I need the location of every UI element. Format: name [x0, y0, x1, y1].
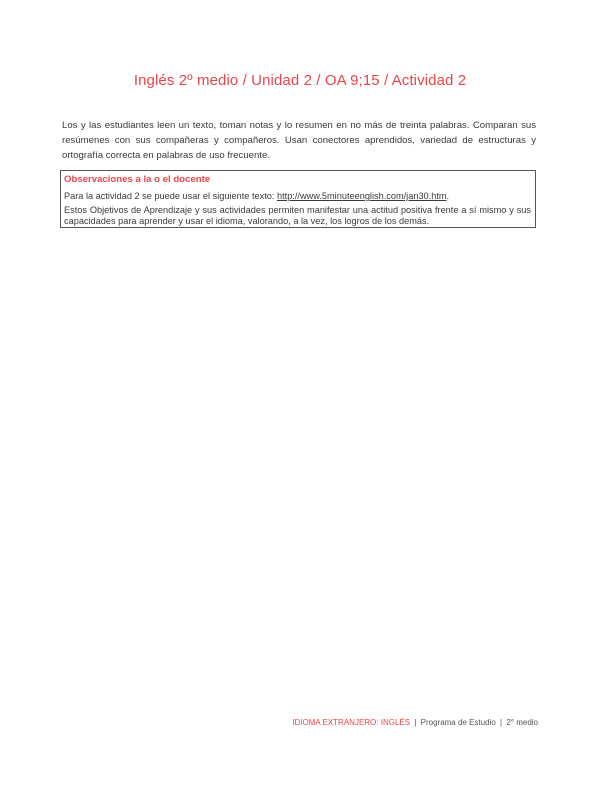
- resource-line-prefix: Para la actividad 2 se puede usar el siguiente texto:: [64, 191, 277, 201]
- teacher-notes-box: [60, 170, 536, 228]
- page-footer: [292, 718, 538, 727]
- footer-subject: IDIOMA EXTRANJERO: INGLÉS: [292, 718, 411, 727]
- resource-link[interactable]: http://www.5minuteenglish.com/jan30.htm: [276, 191, 447, 201]
- footer-separator: |: [414, 718, 417, 727]
- footer-level: 2° medio: [506, 718, 538, 727]
- teacher-notes-resource-line: [64, 190, 531, 202]
- resource-line-suffix: .: [446, 191, 450, 201]
- teacher-notes-heading: Observaciones a la o el docente: [64, 174, 211, 185]
- teacher-notes-paragraph: Estos Objetivos de Aprendizaje y sus actividades permiten manifestar una actitud positiva frente a sí mismo y sus capacidades para aprender y usar el idioma, valorando, a la vez, los logros de los demás.: [64, 205, 531, 226]
- activity-description: Los y las estudiantes leen un texto, toman notas y lo resumen en no más de treinta palabras. Comparan sus resúmenes con sus compañeras y compañeros. Usan conectores aprendidos, variedad de estructuras y ortografía correcta en palabras de uso frecuente.: [62, 120, 536, 161]
- footer-program: Programa de Estudio: [420, 718, 496, 727]
- footer-separator: |: [500, 718, 503, 727]
- page-title: Inglés 2º medio / Unidad 2 / OA 9;15 / Actividad 2: [133, 72, 467, 89]
